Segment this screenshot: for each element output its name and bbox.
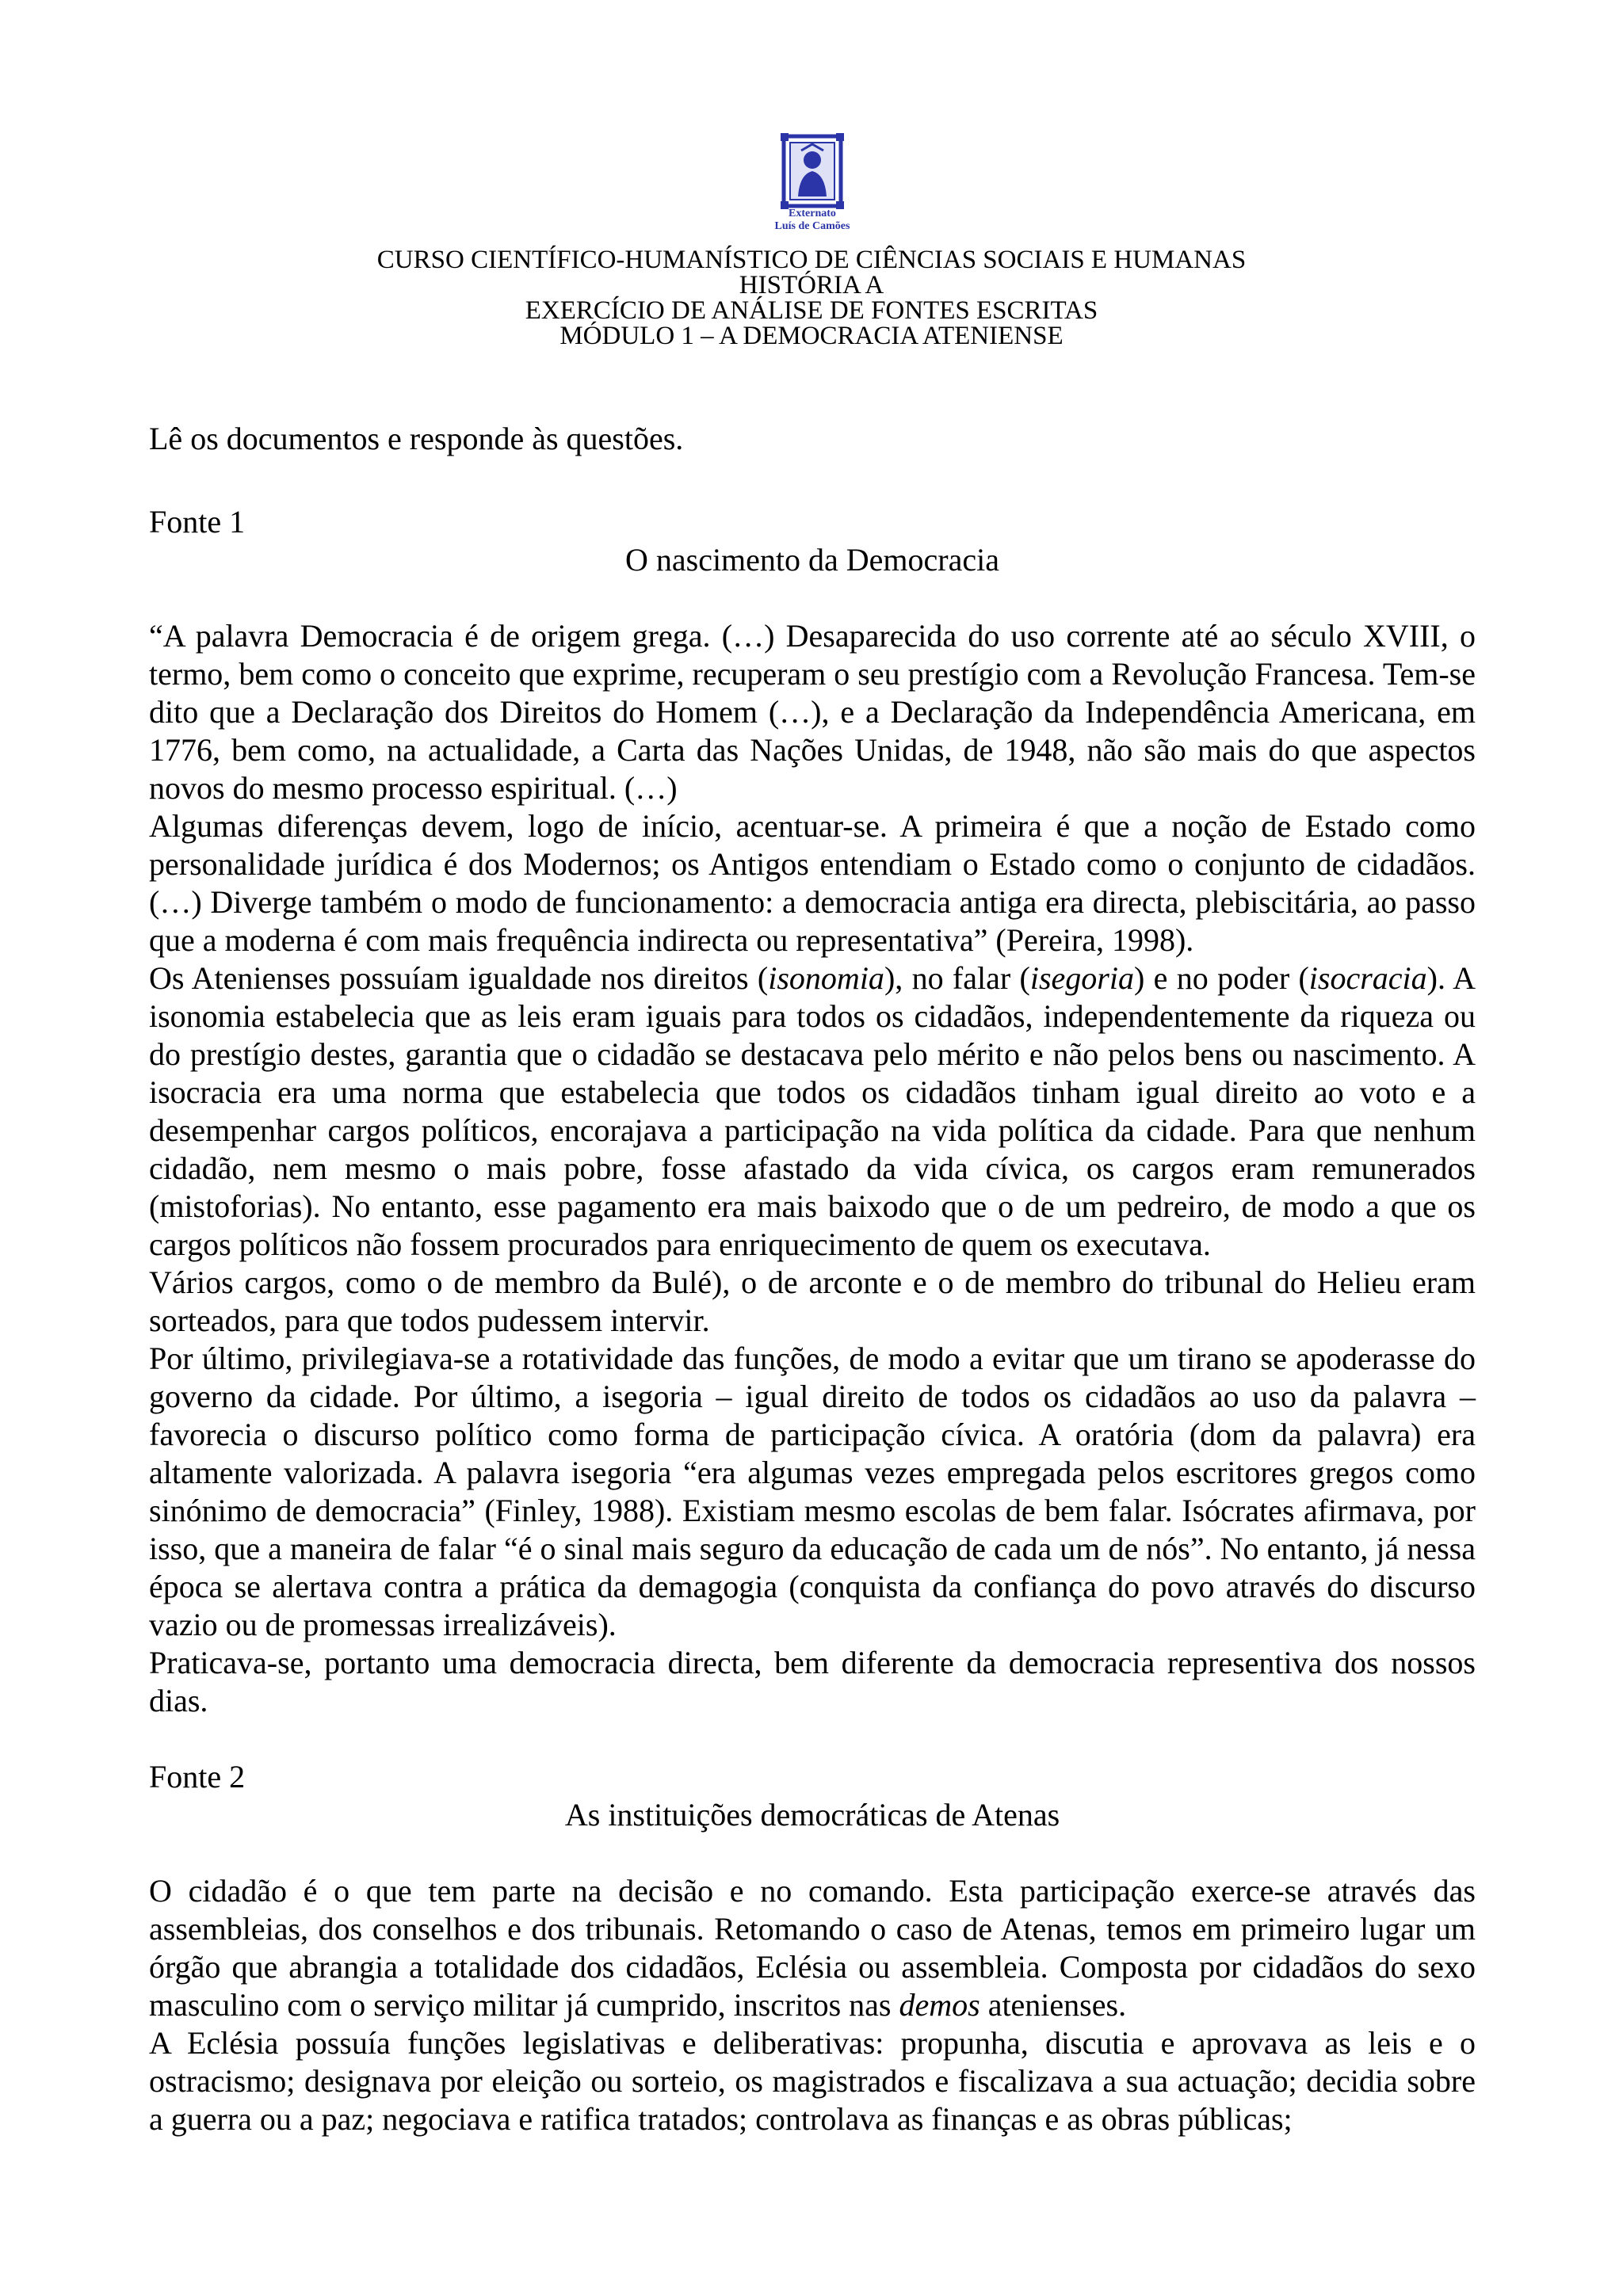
fonte1-paragraph-3 [149,959,1476,1264]
fonte1-paragraph-4: Vários cargos, como o de membro da Bulé), o de arconte e o de membro do tribunal do Helieu eram sorteados, para que todos pudessem intervir. [149,1264,1476,1338]
fonte2-title: As instituições democráticas de Atenas [564,1797,1060,1833]
school-name-line1: Externato [789,208,836,219]
header-course: CURSO CIENTÍFICO-HUMANÍSTICO DE CIÊNCIAS SOCIAIS E HUMANAS [376,246,1247,274]
p3-text-d: ). A isonomia estabelecia que as leis eram iguais para todos os cidadãos, independentemente da riqueza ou do prestígio destes, garantia que o cidadão se destacava pelo mérito e não pelos bens ou nascimento. A isocracia era uma norma que estabelecia que todos os cidadãos tinham igual direito ao voto e a desempenhar cargos políticos, encorajava a participação na vida política da cidade. Para que nenhum cidadão, nem mesmo o mais pobre, fosse afastado da vida cívica, os cargos eram remunerados (mistoforias). No entanto, esse pagamento era mais baixodo que o de um pedreiro, de modo a que os cargos políticos não fossem procurados para enriquecimento de quem os executava. [149,960,1476,1262]
fonte1-paragraph-6: Praticava-se, portanto uma democracia directa, bem diferente da democracia representiva dos nossos dias. [149,1645,1476,1718]
section-spacer [149,1720,1476,1758]
school-name-line2: Luís de Camões [774,220,850,232]
fonte2-label: Fonte 2 [149,1759,246,1794]
document-header [0,247,1623,349]
fonte1-paragraph-1: “A palavra Democracia é de origem grega. (…) Desaparecida do uso corrente até ao século XVIII, o termo, bem como o conceito que exprime, recuperam o seu prestígio com a Revolução Francesa. Tem-se dito que a Declaração dos Direitos do Homem (…), e a Declaração da Independência Americana, em 1776, bem como, na actualidade, a Carta das Nações Unidas, de 1948, não são mais do que aspectos novos do mesmo processo espiritual. (…) [149,618,1476,806]
header-subject: HISTÓRIA A [739,271,884,299]
instruction-text: Lê os documentos e responde às questões. [149,421,684,456]
term-demos: demos [899,1987,980,2023]
term-isonomia: isonomia [768,960,884,996]
fonte2-paragraph-2: A Eclésia possuía funções legislativas e deliberativas: propunha, discutia e aprovava as leis e o ostracismo; designava por eleição ou sorteio, os magistrados e fiscalizava a sua actuação; decidia sobre a guerra ou a paz; negociava e ratifica tratados; controlava as finanças e as obras públicas; [149,2025,1476,2137]
fonte1-title: O nascimento da Democracia [624,542,999,578]
term-isocracia: isocracia [1308,960,1427,996]
fonte1-paragraph-2: Algumas diferenças devem, logo de início, acentuar-se. A primeira é que a noção de Estado como personalidade jurídica é dos Modernos; os Antigos entendiam o Estado como o conjunto de cidadãos. (…) Diverge também o modo de funcionamento: a democracia antiga era directa, plebiscitária, ao passo que a moderna é com mais frequência indirecta ou representativa” (Pereira, 1998). [149,808,1476,958]
fonte1-paragraph-5: Por último, privilegiava-se a rotatividade das funções, de modo a evitar que um tirano se apoderasse do governo da cidade. Por último, a isegoria – igual direito de todos os cidadãos ao uso da palavra – favorecia o discurso político como forma de participação cívica. A oratória (dom da palavra) era altamente valorizada. A palavra isegoria “era algumas vezes empregada pelos escritores gregos como sinónimo de democracia” (Finley, 1988). Existiam mesmo escolas de bem falar. Isócrates afirmava, por isso, que a maneira de falar “é o sinal mais seguro da educação de cada um de nós”. No entanto, já nessa época se alertava contra a prática da demagogia (conquista da confiança do povo através do discurso vazio ou de promessas irrealizáveis). [149,1341,1476,1642]
f2p1-text-a: O cidadão é o que tem parte na decisão e no comando. Esta participação exerce-se através das assembleias, dos conselhos e dos tribunais. Retomando o caso de Atenas, temos em primeiro lugar um órgão que abrangia a totalidade dos cidadãos, Eclésia ou assembleia. Composta por cidadãos do sexo masculino com o serviço militar já cumprido, inscritos nas [149,1873,1476,2023]
school-name [753,208,872,233]
fonte2-paragraph-1 [149,1872,1476,2024]
term-isegoria: isegoria [1029,960,1134,996]
p3-text-c: ) e no poder ( [1133,960,1309,996]
f2p1-text-b: atenienses. [980,1987,1127,2023]
fonte1-label: Fonte 1 [149,504,246,540]
header-module: MÓDULO 1 – A DEMOCRACIA ATENIENSE [559,322,1064,350]
p3-text-b: ), no falar ( [884,960,1030,996]
header-exercise: EXERCÍCIO DE ANÁLISE DE FONTES ESCRITAS [525,296,1098,325]
p3-text-a: Os Atenienses possuíam igualdade nos direitos ( [149,960,769,996]
document-body [149,420,1476,2138]
